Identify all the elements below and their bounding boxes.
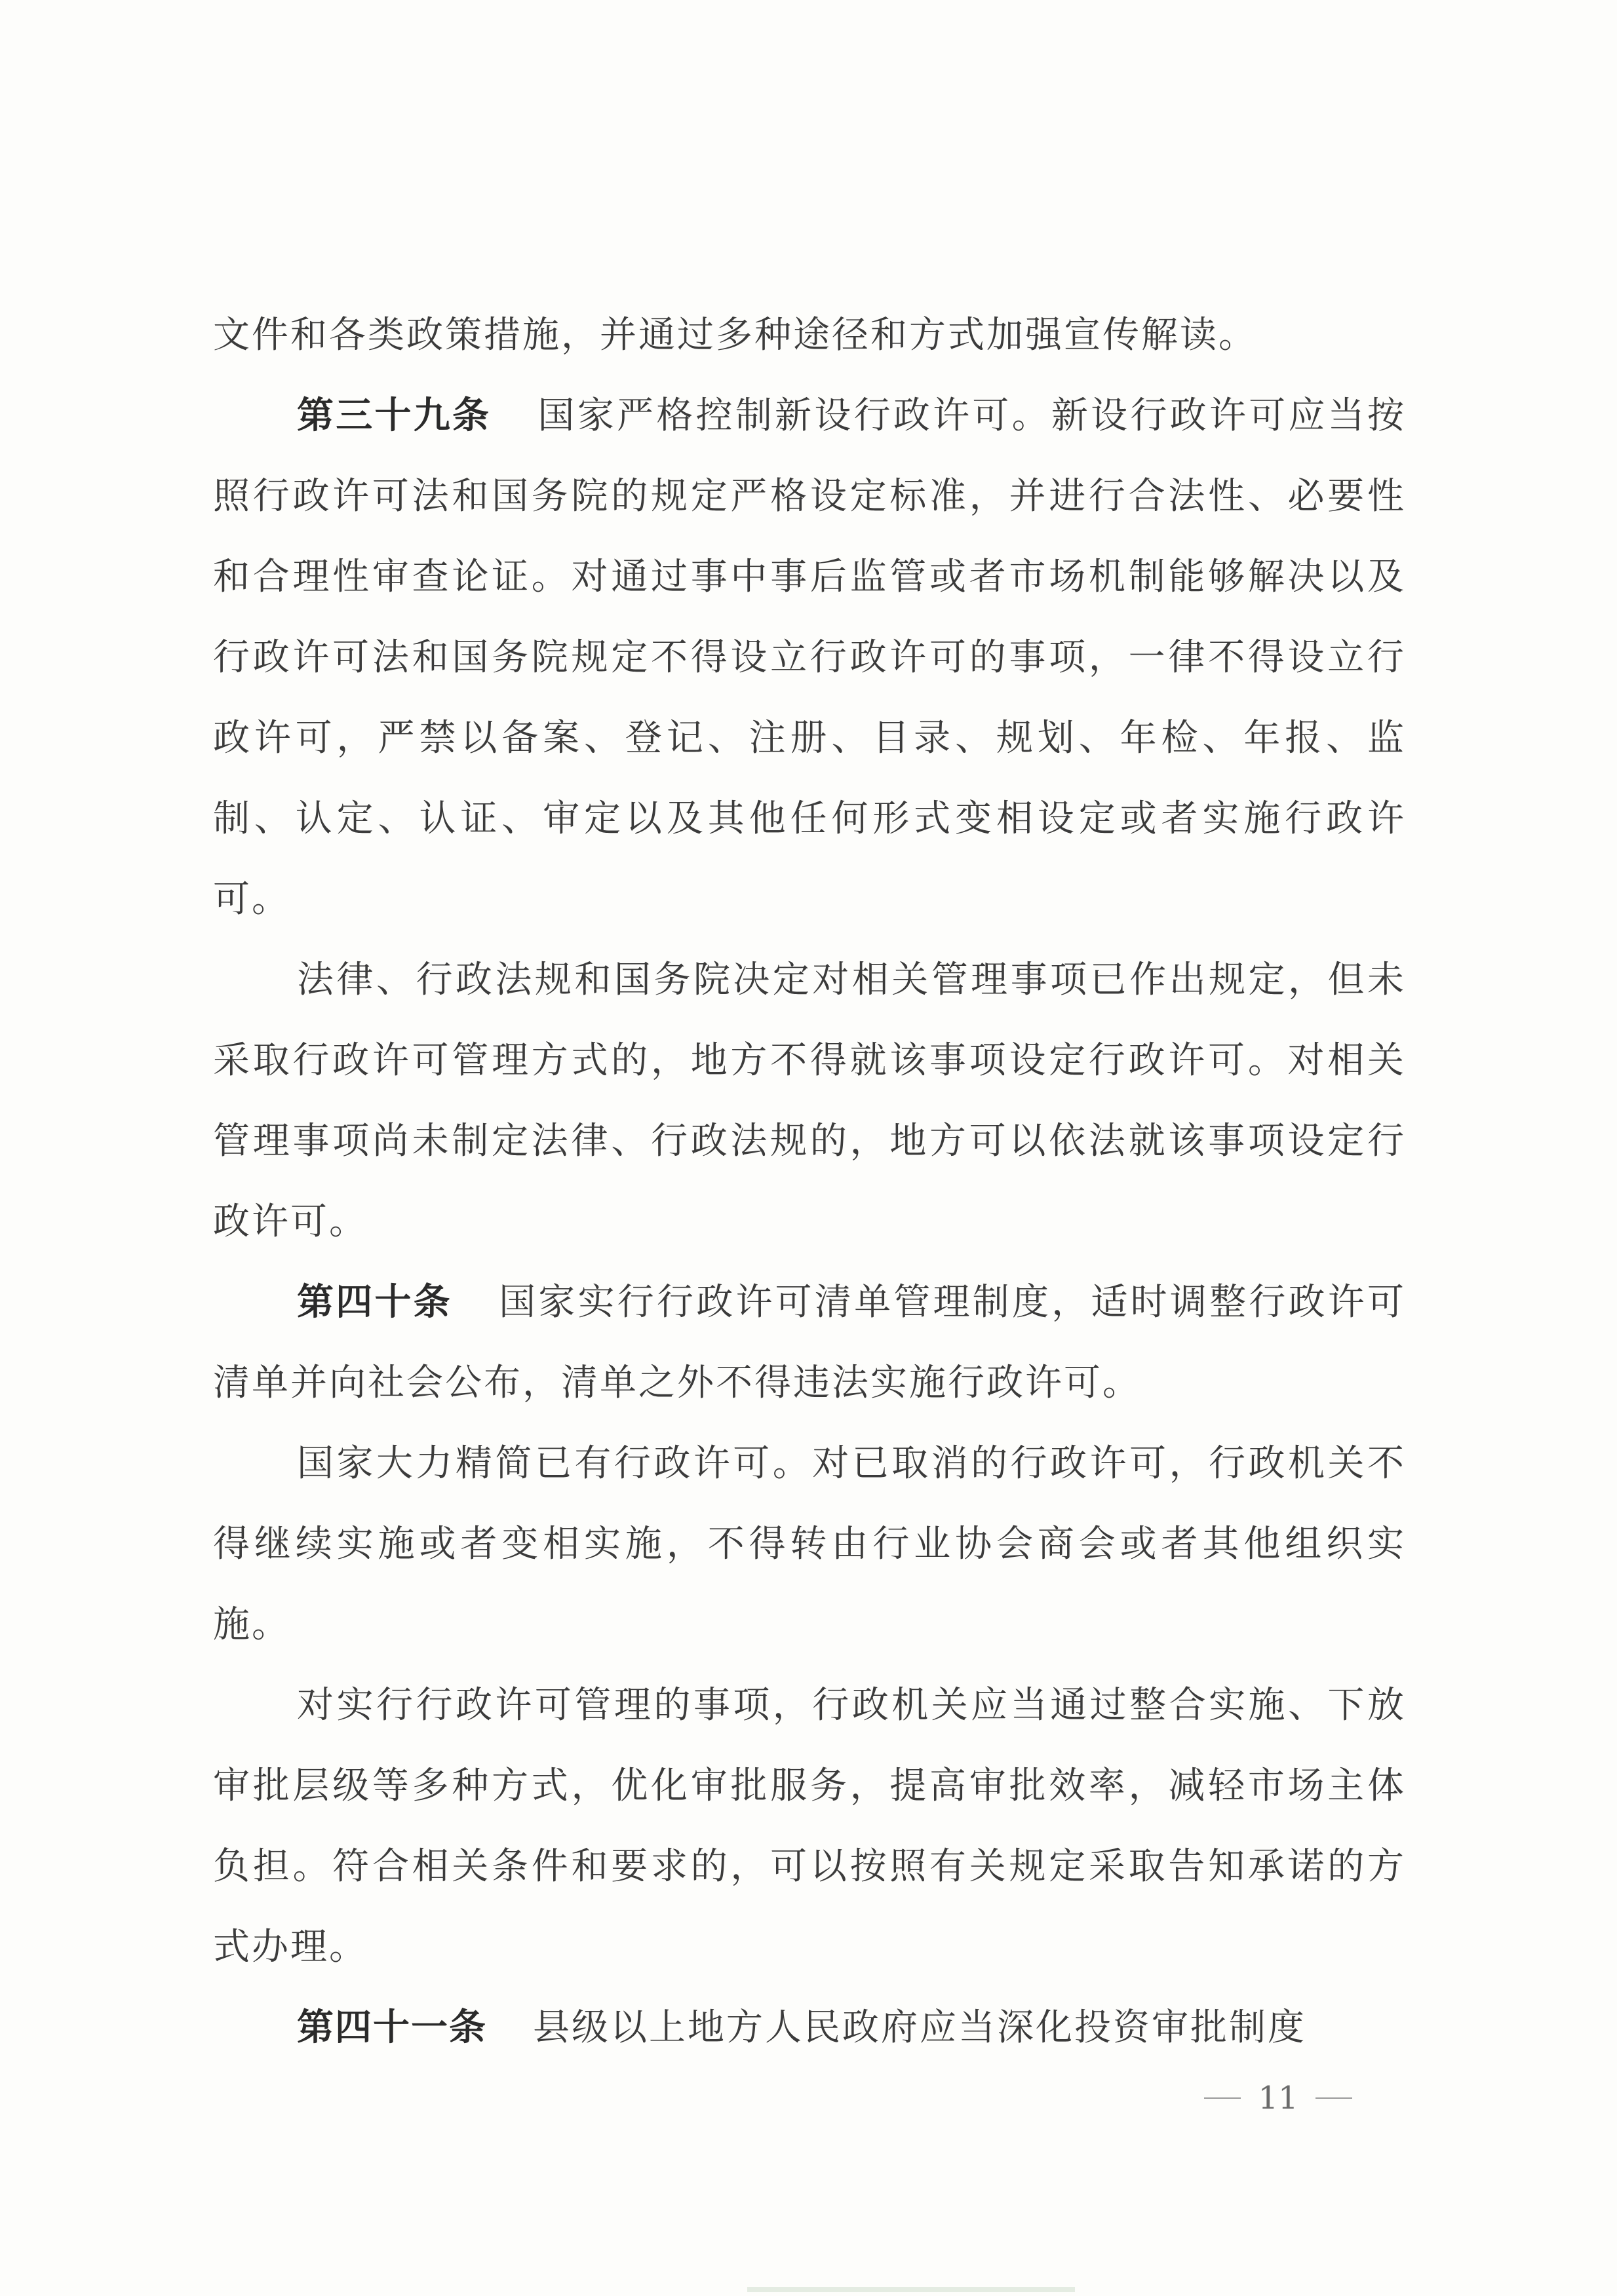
article-40-paragraph-3 bbox=[213, 1665, 1406, 1987]
page-number-value: 11 bbox=[1258, 2080, 1298, 2116]
article-40-paragraph-2 bbox=[213, 1423, 1406, 1665]
paragraph-text: 县级以上地方人民政府应当深化投资审批制度 bbox=[533, 2006, 1306, 2049]
article-39-paragraph-2 bbox=[213, 940, 1406, 1262]
article-40-paragraph bbox=[213, 1262, 1406, 1423]
article-41-paragraph bbox=[213, 1987, 1406, 2068]
article-number: 第四十一条 bbox=[297, 2006, 487, 2049]
paragraph-text: 对实行行政许可管理的事项，行政机关应当通过整合实施、下放审批层级等多种方式，优化审批服务，提高审批效率，减轻市场主体负担。符合相关条件和要求的，可以按照有关规定采取告知承诺的方式办理。 bbox=[213, 1684, 1406, 1968]
paragraph-text: 文件和各类政策措施，并通过多种途径和方式加强宣传解读。 bbox=[213, 314, 1257, 356]
article-39-paragraph bbox=[213, 375, 1406, 940]
paragraph-text: 国家实行行政许可清单管理制度，适时调整行政许可清单并向社会公布，清单之外不得违法实施行政许可。 bbox=[213, 1281, 1407, 1404]
article-number: 第三十九条 bbox=[297, 394, 492, 437]
paragraph-text: 国家严格控制新设行政许可。新设行政许可应当按照行政许可法和国务院的规定严格设定标准，并进行合法性、必要性和合理性审查论证。对通过事中事后监管或者市场机制能够解决以及行政许可法和国务院规定不得设立行政许可的事项，一律不得设立行政许可，严禁以备案、登记、注册、目录、规划、年检、年报、监制、认定、认证、审定以及其他任何形式变相设定或者实施行政许可。 bbox=[213, 394, 1407, 921]
paragraph-continuation bbox=[213, 295, 1406, 375]
paragraph-text: 法律、行政法规和国务院决定对相关管理事项已作出规定，但未采取行政许可管理方式的，地方不得就该事项设定行政许可。对相关管理事项尚未制定法律、行政法规的，地方可以依法就该事项设定行政许可。 bbox=[213, 959, 1406, 1243]
article-number: 第四十条 bbox=[297, 1281, 452, 1324]
scan-edge-mark bbox=[747, 2287, 1075, 2292]
paragraph-text: 国家大力精简已有行政许可。对已取消的行政许可，行政机关不得继续实施或者变相实施，不得转由行业协会商会或者其他组织实施。 bbox=[213, 1442, 1406, 1646]
body-text bbox=[213, 295, 1406, 2068]
page-number-dash-right bbox=[1315, 2097, 1352, 2099]
page-number bbox=[1186, 2078, 1370, 2118]
page-number-dash-left bbox=[1204, 2097, 1241, 2099]
